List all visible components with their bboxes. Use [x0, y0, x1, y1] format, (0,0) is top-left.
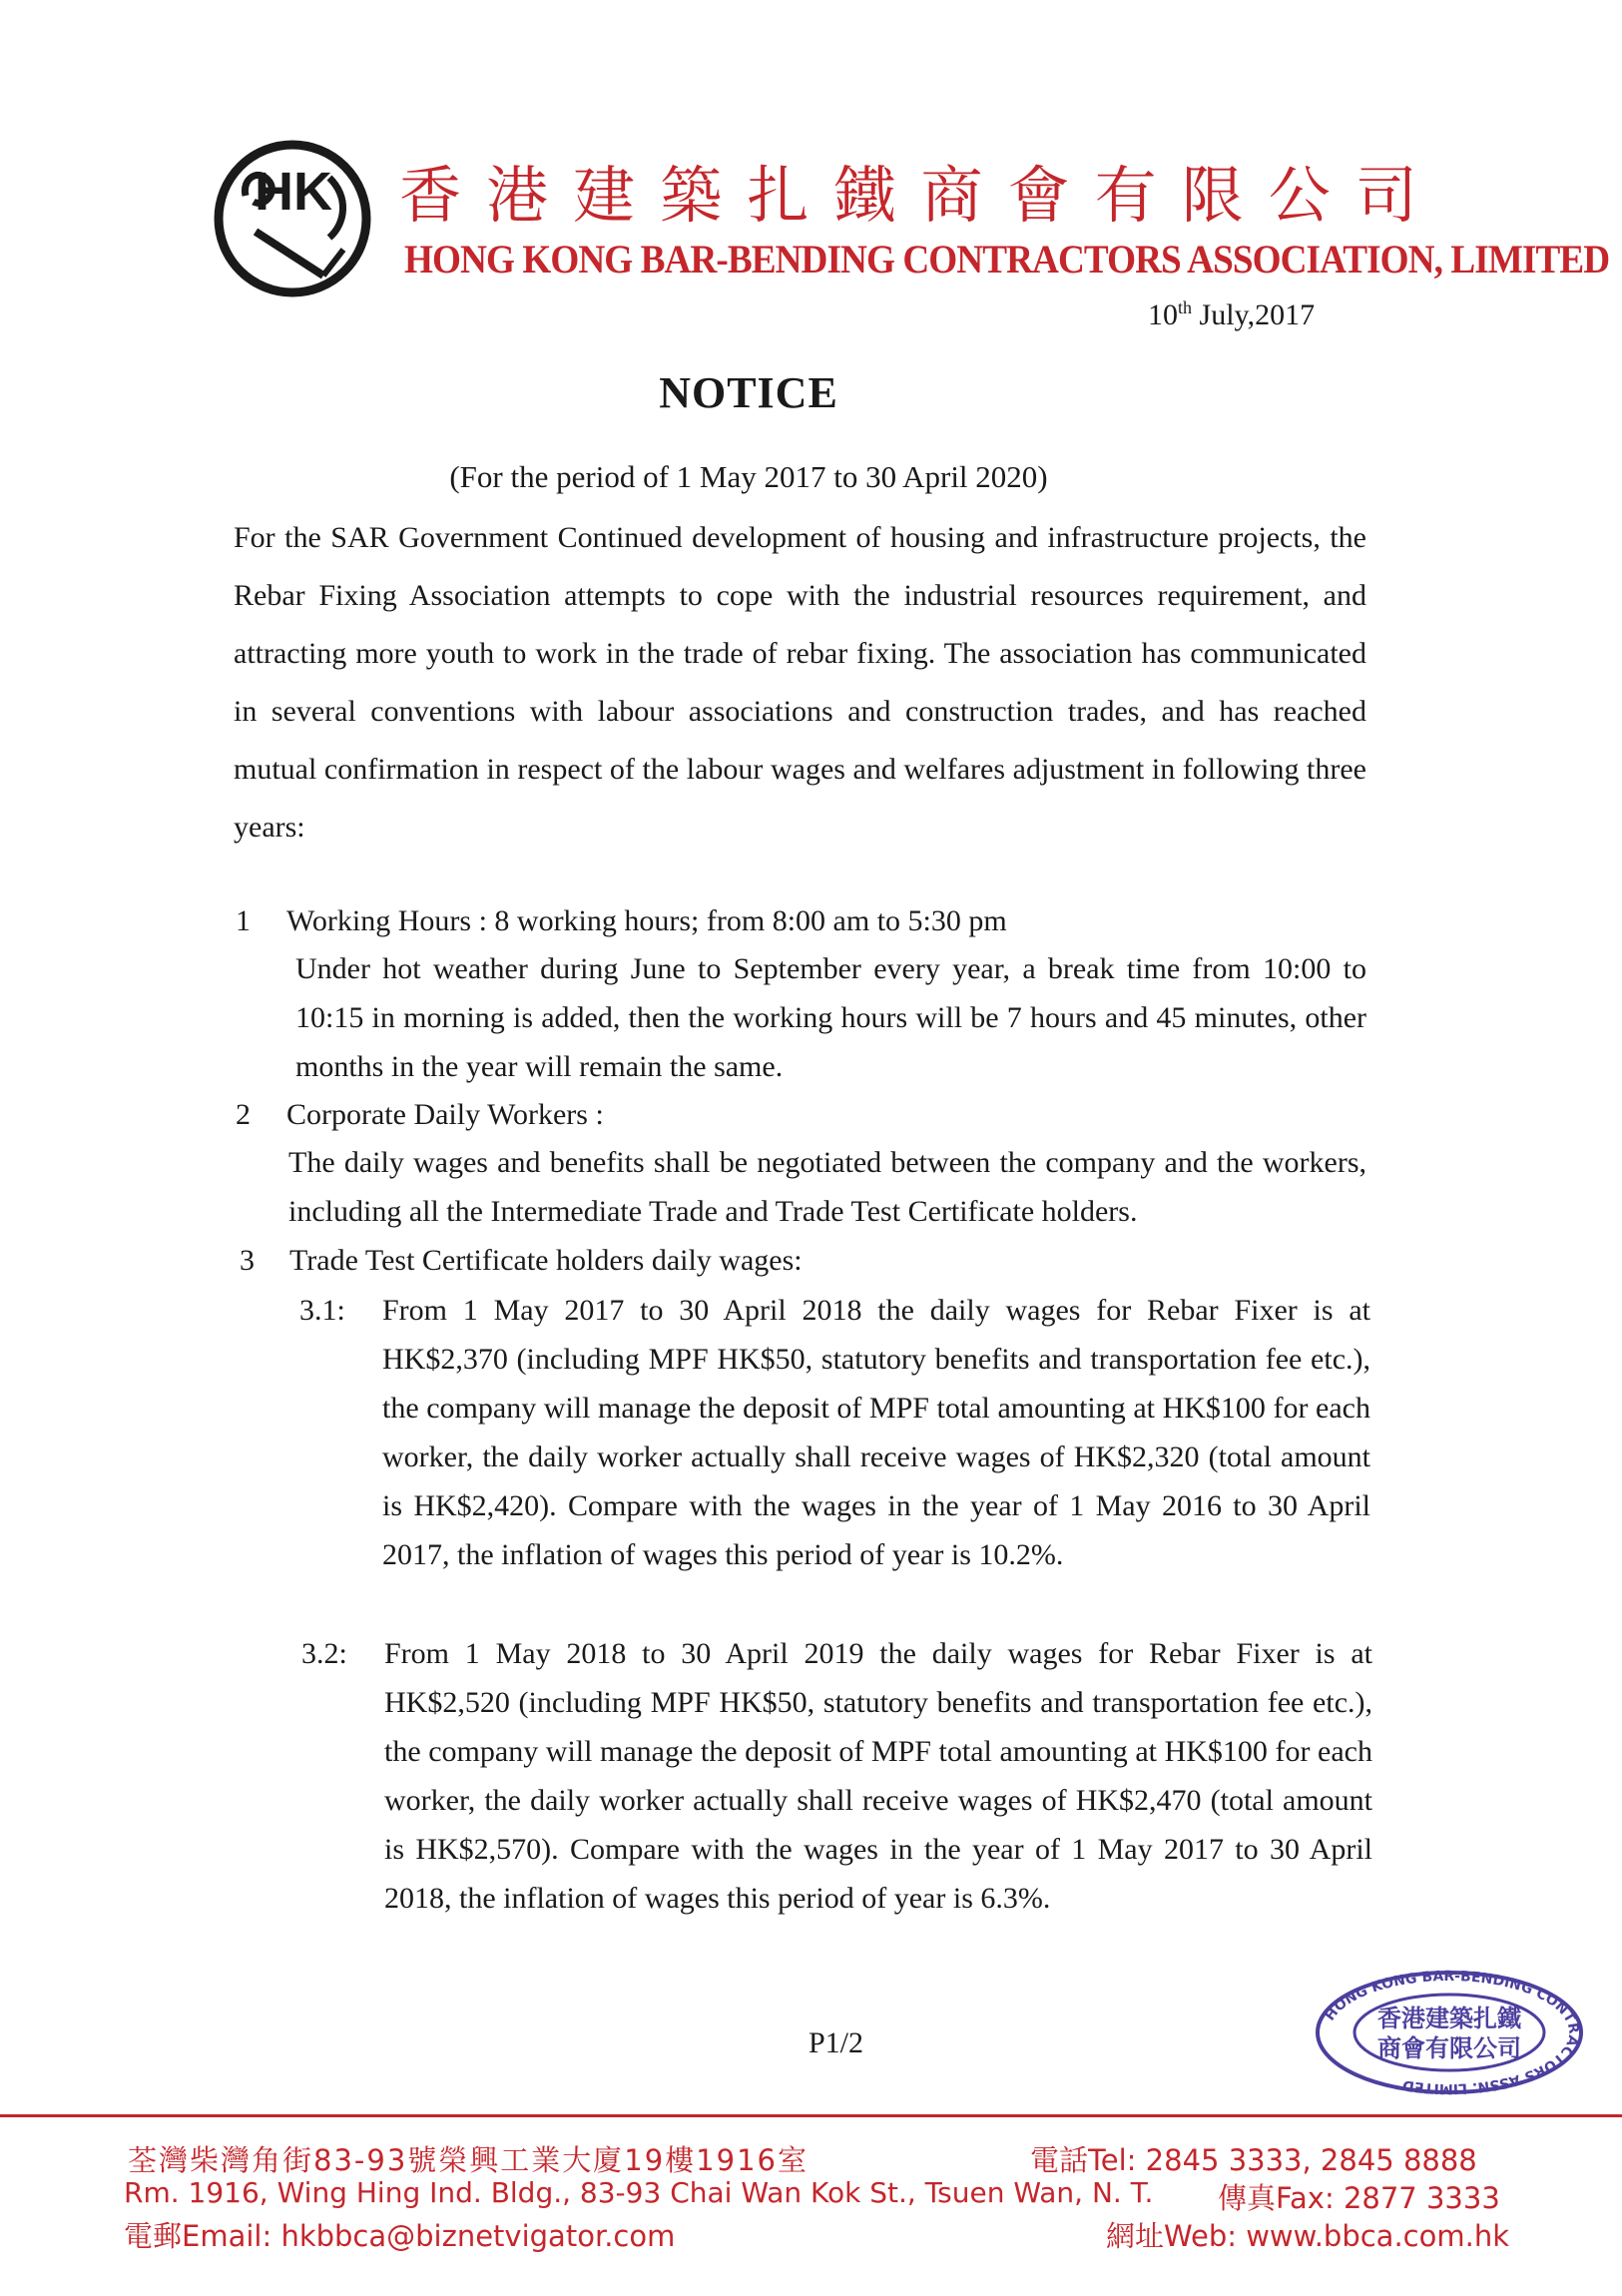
- footer-address-english: Rm. 1916, Wing Hing Ind. Bldg., 83-93 Chai Wan Kok St., Tsuen Wan, N. T.: [124, 2176, 1154, 2209]
- org-cn-char: 商: [920, 158, 983, 232]
- org-cn-char: 建: [573, 158, 636, 232]
- item-number: 3: [240, 1244, 255, 1277]
- item-title: Working Hours : 8 working hours; from 8:00 am to 5:30 pm: [286, 904, 1007, 937]
- org-cn-char: 司: [1354, 158, 1417, 232]
- notice-date: [1148, 297, 1315, 332]
- notice-title: NOTICE: [659, 368, 838, 417]
- item-title: Corporate Daily Workers :: [286, 1098, 604, 1131]
- logo-lettering: HK: [255, 162, 332, 222]
- association-logo: [212, 138, 373, 299]
- subitem-body: From 1 May 2017 to 30 April 2018 the daily wages for Rebar Fixer is at HK$2,370 (including MPF HK$50, statutory benefits and transportation fee etc.), the company will manage the deposit of MPF total amounting at HK$100 for each worker, the daily worker actually shall receive wages of HK$2,320 (total amount is HK$2,420). Compare with the wages in the year of 1 May 2016 to 30 April 2017, the inflation of wages this period of year is 10.2%.: [382, 1294, 1370, 1571]
- item-number: 1: [236, 904, 251, 937]
- org-cn-char: 公: [1268, 158, 1331, 232]
- item-number: 2: [236, 1098, 251, 1131]
- date-day: 10: [1148, 298, 1178, 331]
- page-number: P1/2: [809, 2026, 864, 2059]
- org-cn-char: 築: [660, 158, 723, 232]
- subitem-body: From 1 May 2018 to 30 April 2019 the daily wages for Rebar Fixer is at HK$2,520 (including MPF HK$50, statutory benefits and transportation fee etc.), the company will manage the deposit of MPF total amounting at HK$100 for each worker, the daily worker actually shall receive wages of HK$2,470 (total amount is HK$2,570). Compare with the wages in the year of 1 May 2017 to 30 April 2018, the inflation of wages this period of year is 6.3%.: [384, 1637, 1372, 1915]
- org-cn-char: 限: [1181, 158, 1244, 232]
- org-cn-char: 會: [1007, 158, 1070, 232]
- footer-telephone: 電話Tel: 2845 3333, 2845 8888: [1030, 2143, 1477, 2177]
- footer-divider: [0, 2114, 1622, 2117]
- item-body: Under hot weather during June to September every year, a break time from 10:00 to 10:15 in morning is added, then the working hours will be 7 hours and 45 minutes, other months in the year will remain the same.: [295, 952, 1366, 1083]
- footer-fax: 傳真Fax: 2877 3333: [1218, 2181, 1500, 2215]
- footer-address-chinese: 荃灣柴灣角街83-93號榮興工業大廈19樓1916室: [128, 2143, 809, 2177]
- seal-ring-text: HONG KONG BAR-BENDING CONTRACTORS ASSN. LIMITED: [1322, 1969, 1582, 2096]
- footer-email: 電郵Email: hkbbca@biznetvigator.com: [124, 2219, 676, 2253]
- org-cn-char: 有: [1094, 158, 1157, 232]
- seal-center-line-1: 香港建築扎鐵: [1377, 2005, 1521, 2032]
- date-month-year: July,2017: [1192, 298, 1316, 331]
- org-cn-char: 扎: [747, 158, 810, 232]
- org-cn-char: 港: [486, 158, 549, 232]
- subitem-number: 3.2:: [301, 1637, 347, 1670]
- subitem-number: 3.1:: [299, 1294, 345, 1327]
- footer-website: 網址Web: www.bbca.com.hk: [1106, 2219, 1510, 2253]
- seal-center-line-2: 商會有限公司: [1377, 2034, 1521, 2062]
- notice-intro: For the SAR Government Continued development of housing and infrastructure projects, the Rebar Fixing Association attempts to cope with the industrial resources requirement, and attracting more youth to work in the trade of rebar fixing. The association has communicated in several conventions with labour associations and construction trades, and has reached mutual confirmation in respect of the labour wages and welfares adjustment in following three years:: [234, 521, 1366, 844]
- item-title: Trade Test Certificate holders daily wages:: [289, 1244, 803, 1277]
- org-name-english: HONG KONG BAR-BENDING CONTRACTORS ASSOCIATION, LIMITED: [404, 237, 1610, 282]
- company-seal-stamp: [1310, 1969, 1589, 2096]
- org-cn-char: 鐵: [833, 158, 896, 232]
- org-name-chinese: [399, 150, 1417, 230]
- date-suffix: th: [1178, 297, 1193, 317]
- org-cn-char: 香: [399, 158, 462, 232]
- notice-period: (For the period of 1 May 2017 to 30 April 2020): [449, 459, 1048, 494]
- item-body: The daily wages and benefits shall be negotiated between the company and the workers, including all the Intermediate Trade and Trade Test Certificate holders.: [288, 1146, 1366, 1228]
